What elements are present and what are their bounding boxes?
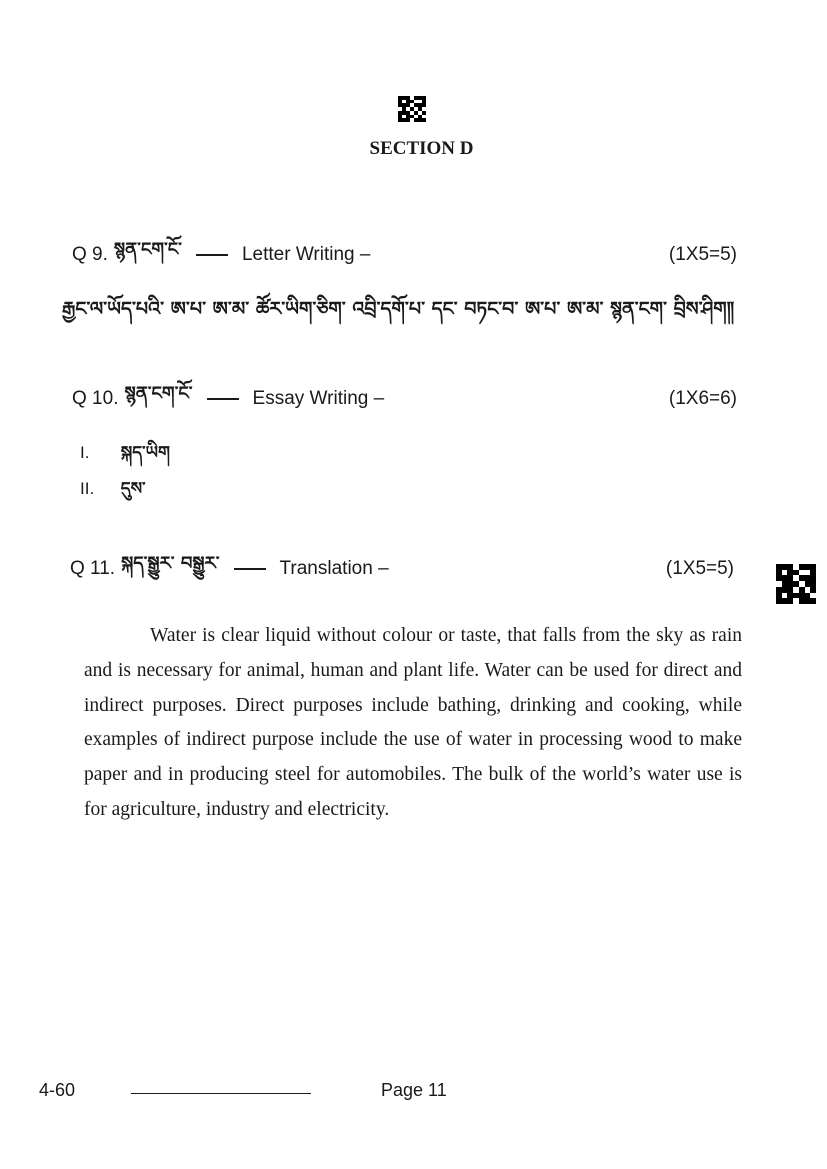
dash-separator xyxy=(234,568,266,570)
question-number: Q 10. xyxy=(72,388,119,409)
question-marks: (1X5=5) xyxy=(668,244,737,265)
qr-code-icon xyxy=(776,564,816,604)
question-9-header xyxy=(72,240,737,270)
option-label: I. xyxy=(80,443,90,462)
q9-prompt: རྒྱང་ལ་ཡོད་པའི་ ཨ་པ་ ཨ་མ་ ཚོར་ཡིག་ཅིག་ འབྲི་དགོ་པ་ དང་ བཏང་བ་ ཨ་པ་ ཨ་མ་ སྙན་ངག་ བྲིས་ཤིག༎ xyxy=(62,298,735,320)
option-value: སྐད་ཡིག xyxy=(120,443,170,463)
question-10-header xyxy=(72,384,737,414)
question-number: Q 9. xyxy=(72,244,108,265)
question-title: Translation – xyxy=(279,558,389,579)
section-title: SECTION D xyxy=(369,138,474,159)
question-number: Q 11. xyxy=(70,558,116,579)
dash-separator xyxy=(196,254,228,256)
question-tibetan-label: སྙན་ངག་ངོ་ xyxy=(124,383,193,404)
question-marks: (1X6=6) xyxy=(668,388,737,409)
question-tibetan-label: སྐད་སྒྱུར་ བསྒྱུར་ xyxy=(121,553,220,574)
option-label: II. xyxy=(80,479,95,498)
essay-option-2 xyxy=(80,469,146,517)
footer-code: 4-60 xyxy=(39,1080,76,1100)
question-tibetan-label: སྙན་ངག་ངོ་ xyxy=(113,239,182,260)
dash-separator xyxy=(207,398,239,400)
question-marks: (1X5=5) xyxy=(665,558,734,579)
question-title: Essay Writing – xyxy=(252,388,385,409)
option-value: དུས་ xyxy=(120,479,146,499)
qr-code-icon xyxy=(398,96,426,122)
question-title: Letter Writing – xyxy=(241,244,371,265)
footer-divider xyxy=(131,1093,311,1094)
translation-passage: Water is clear liquid without colour or taste, that falls from the sky as rain and is necessary for animal, human and plant life. Water can be used for direct and indirect purposes. Direct purposes include bathing, drinking and cooking, while examples of indirect purpose include the use of water in processing wood to make paper and in producing steel for automobiles. The bulk of the world’s water use is for agriculture, industry and electricity. xyxy=(84,625,742,820)
page-number: Page 11 xyxy=(381,1080,447,1100)
question-11-header xyxy=(70,554,734,584)
